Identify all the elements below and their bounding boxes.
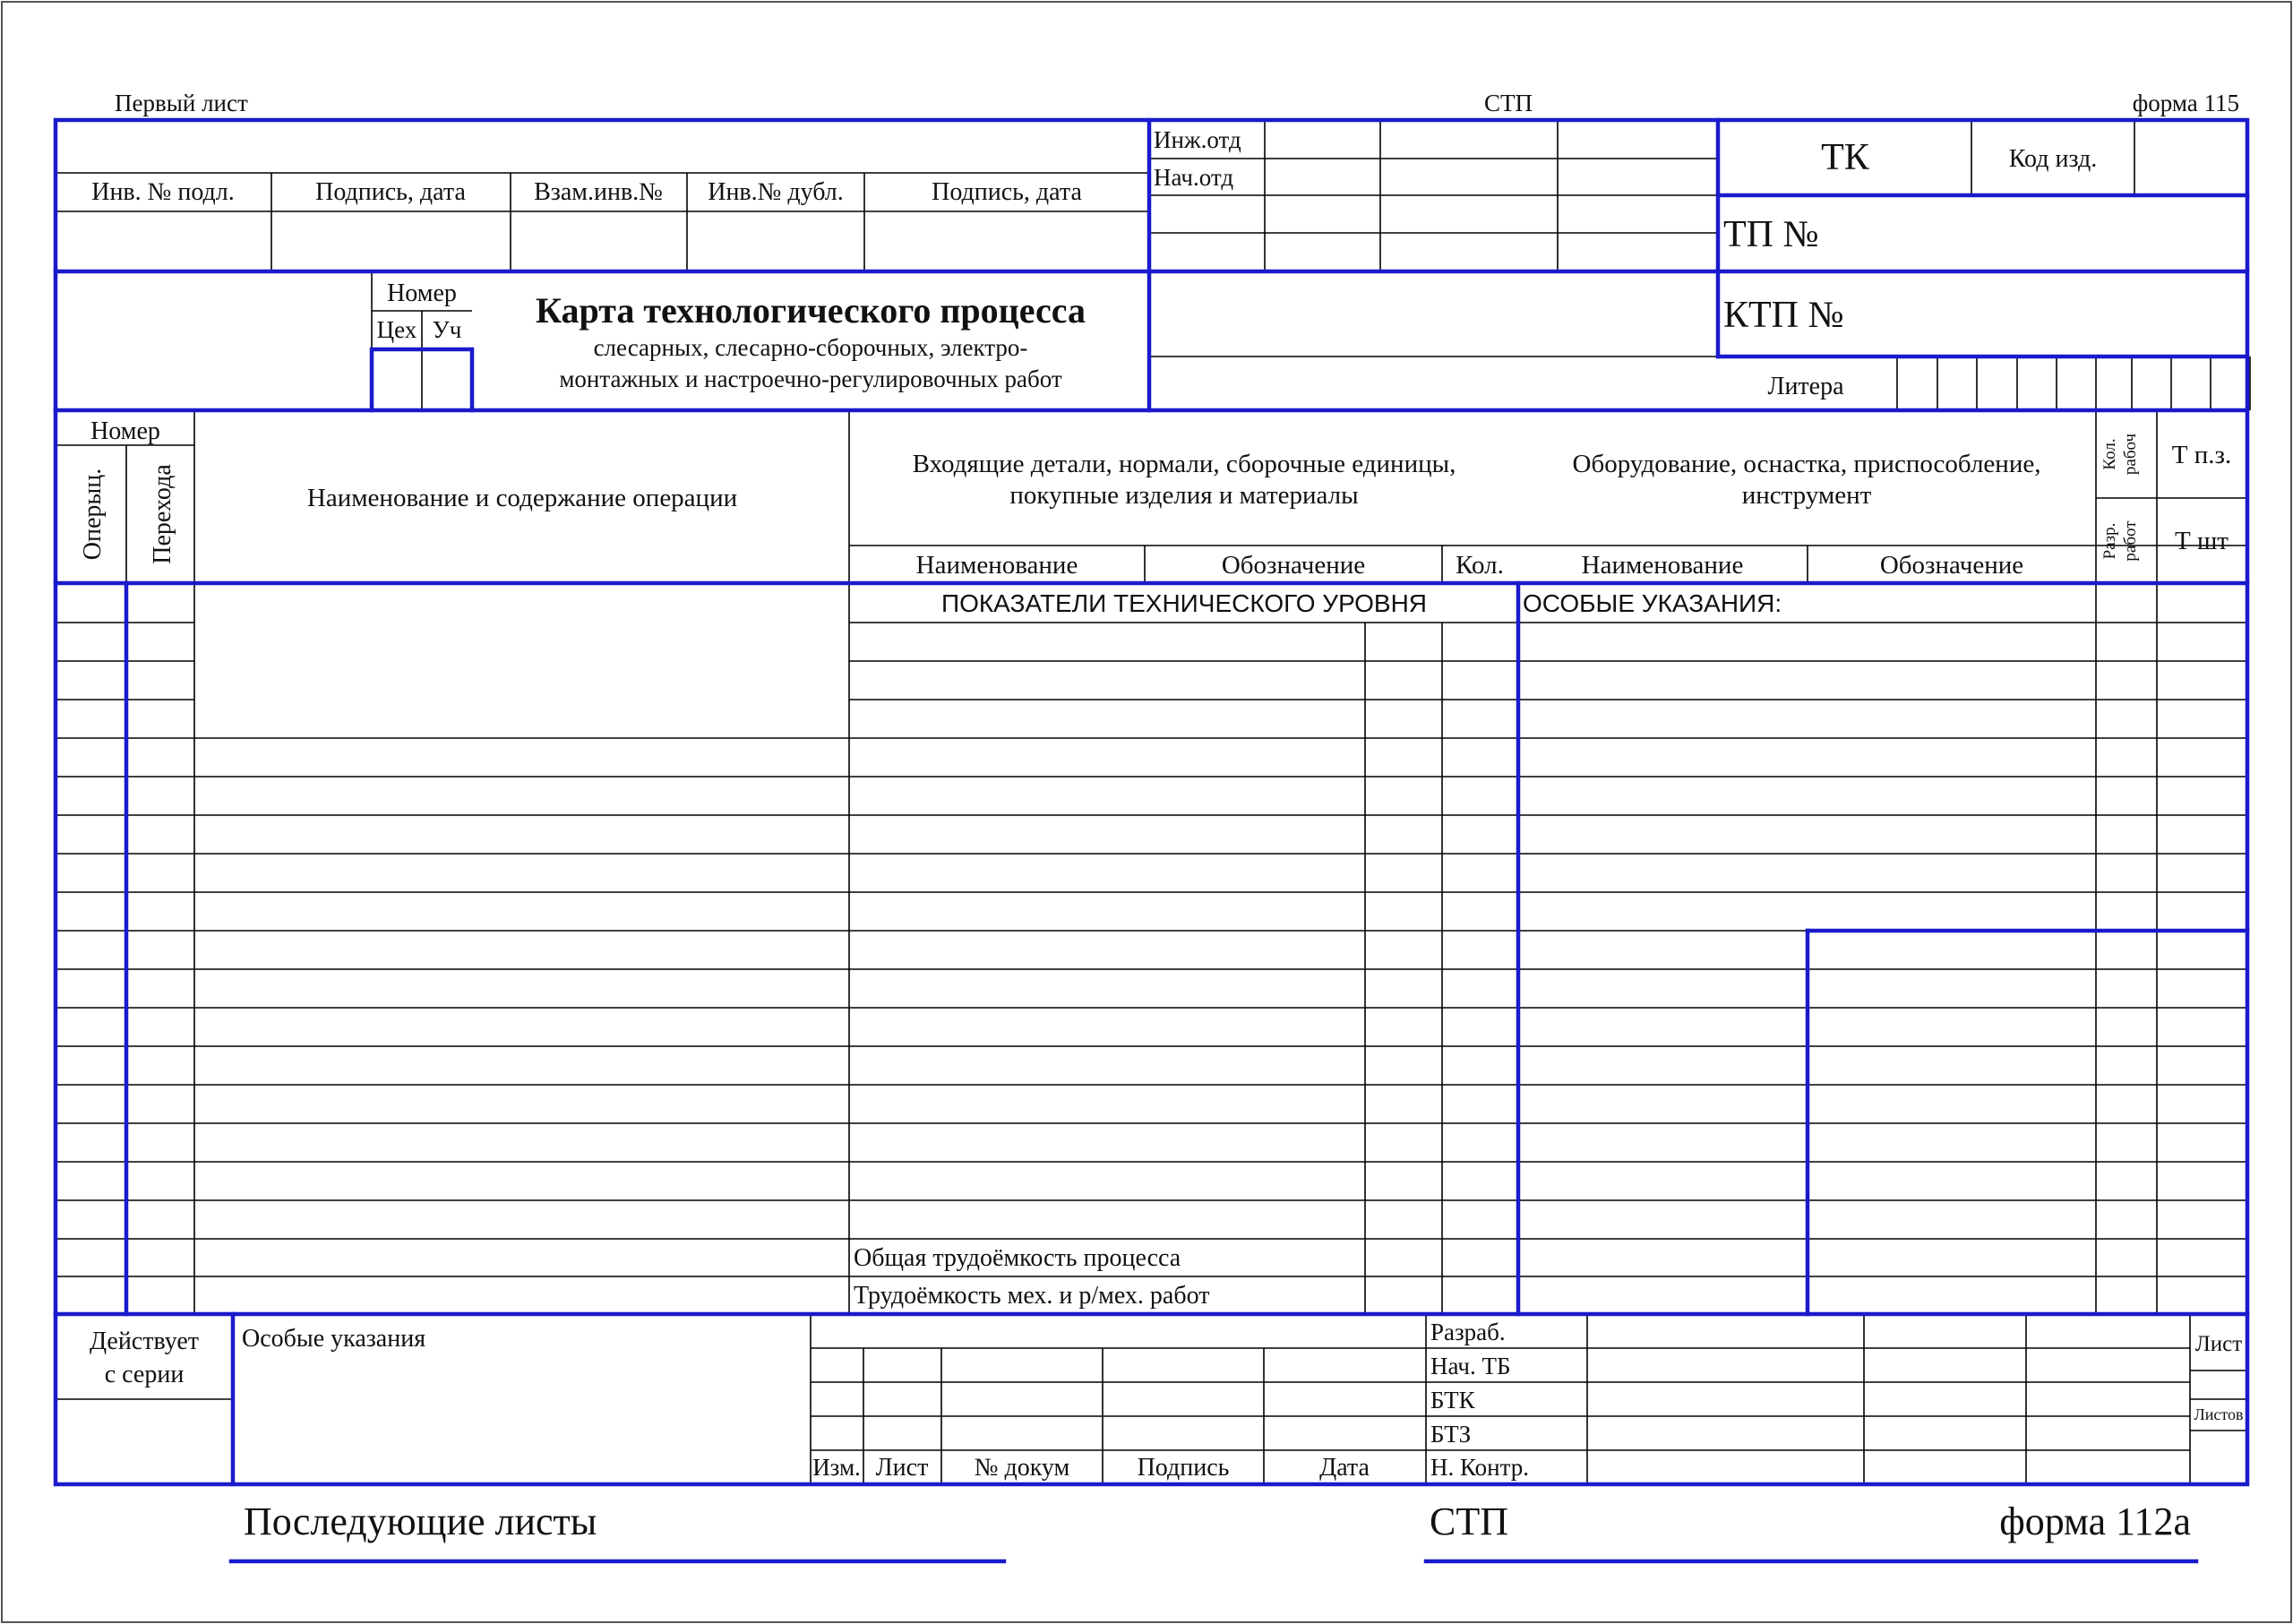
label-deistvuet: Действует <box>89 1328 200 1355</box>
col-kol: Кол. <box>1456 551 1504 580</box>
label-uch: Уч <box>432 316 462 343</box>
label-litera: Литера <box>1767 373 1844 400</box>
col-vhodyashchie-2: покупные изделия и материалы <box>1009 481 1359 510</box>
col-kol-rab-2: рабоч <box>2121 433 2140 476</box>
label-btz: БТЗ <box>1430 1421 1472 1448</box>
col-oboznachenie-obor: Обозначение <box>1879 551 2024 580</box>
col-kol-rab-1: Кол. <box>2100 438 2119 470</box>
label-listov: Листов <box>2194 1405 2244 1423</box>
caption-stp: СТП <box>1430 1499 1508 1543</box>
label-podpis: Подпись <box>1137 1454 1230 1482</box>
label-ktp-no: КТП № <box>1723 295 1844 336</box>
label-osobye-ukazaniya: Особые указания <box>242 1325 426 1353</box>
label-data: Дата <box>1319 1454 1370 1482</box>
label-vzam-inv: Взам.инв.№ <box>534 178 663 206</box>
label-podpis-data-2: Подпись, дата <box>932 178 1082 206</box>
label-s-serii: с серии <box>104 1361 185 1388</box>
label-trudoemkost-mech: Трудоёмкость мех. и р/мех. работ <box>854 1282 1210 1310</box>
caption-forma-112a: форма 112а <box>1999 1499 2191 1543</box>
label-tseh: Цех <box>376 316 417 343</box>
label-no-dokum: № докум <box>974 1454 1070 1482</box>
label-n-kontr: Н. Контр. <box>1430 1454 1529 1481</box>
col-razr-2: работ <box>2121 520 2140 562</box>
col-naimenovanie-obor: Наименование <box>1581 551 1744 580</box>
label-osobye-ukazaniya-upper: ОСОБЫЕ УКАЗАНИЯ: <box>1523 589 1782 617</box>
label-nach-otd: Нач.отд <box>1154 164 1234 191</box>
label-inv-dubl: Инв.№ дубл. <box>708 178 844 206</box>
caption-posleduyushchie-listy: Последующие листы <box>244 1499 597 1543</box>
label-obshchaya-trudoemkost: Общая трудоёмкость процесса <box>854 1244 1181 1272</box>
col-perehoda: Перехода <box>149 464 176 564</box>
label-list: Лист <box>875 1454 929 1482</box>
label-podpis-data: Подпись, дата <box>315 178 466 206</box>
col-naimenovanie-operatsii: Наименование и содержание операции <box>306 484 738 512</box>
label-izm: Изм. <box>812 1454 861 1481</box>
label-nach-tb: Нач. ТБ <box>1430 1353 1511 1379</box>
document-subtitle-2: монтажных и настроечно-регулировочных работ <box>559 365 1062 392</box>
col-t-sht: Т шт <box>2175 527 2229 555</box>
col-oborudovanie-2: инструмент <box>1741 481 1872 510</box>
col-oborudovanie-1: Оборудование, оснастка, приспособление, <box>1572 450 2041 478</box>
label-inv-podl: Инв. № подл. <box>91 178 235 206</box>
col-oboznachenie-det: Обозначение <box>1221 551 1366 580</box>
col-naimenovanie-det: Наименование <box>915 551 1078 580</box>
label-pokazateli: ПОКАЗАТЕЛИ ТЕХНИЧЕСКОГО УРОВНЯ <box>940 589 1428 617</box>
label-inzh-otd: Инж.отд <box>1154 126 1241 153</box>
col-razr-1: Разр. <box>2100 522 2119 560</box>
page-label-first-sheet: Первый лист <box>115 90 248 116</box>
col-t-pz: Т п.з. <box>2171 441 2232 469</box>
col-operats: Оперыц. <box>79 468 107 561</box>
label-tp-no: ТП № <box>1723 214 1819 255</box>
label-nomer-title: Номер <box>387 279 457 307</box>
label-kod-izd: Код изд. <box>2008 145 2098 173</box>
label-list-right: Лист <box>2194 1332 2243 1356</box>
form-number-115: форма 115 <box>2132 90 2239 116</box>
document-title: Карта технологического процесса <box>536 290 1086 331</box>
label-tk: ТК <box>1821 137 1869 178</box>
label-razrab: Разраб. <box>1430 1319 1506 1345</box>
col-vhodyashchie-1: Входящие детали, нормали, сборочные единицы, <box>912 450 1456 478</box>
col-nomer: Номер <box>90 417 160 445</box>
page-label-stp: СТП <box>1484 90 1533 116</box>
document-subtitle-1: слесарных, слесарно-сборочных, электро- <box>593 334 1028 361</box>
label-btk: БТК <box>1430 1387 1475 1413</box>
